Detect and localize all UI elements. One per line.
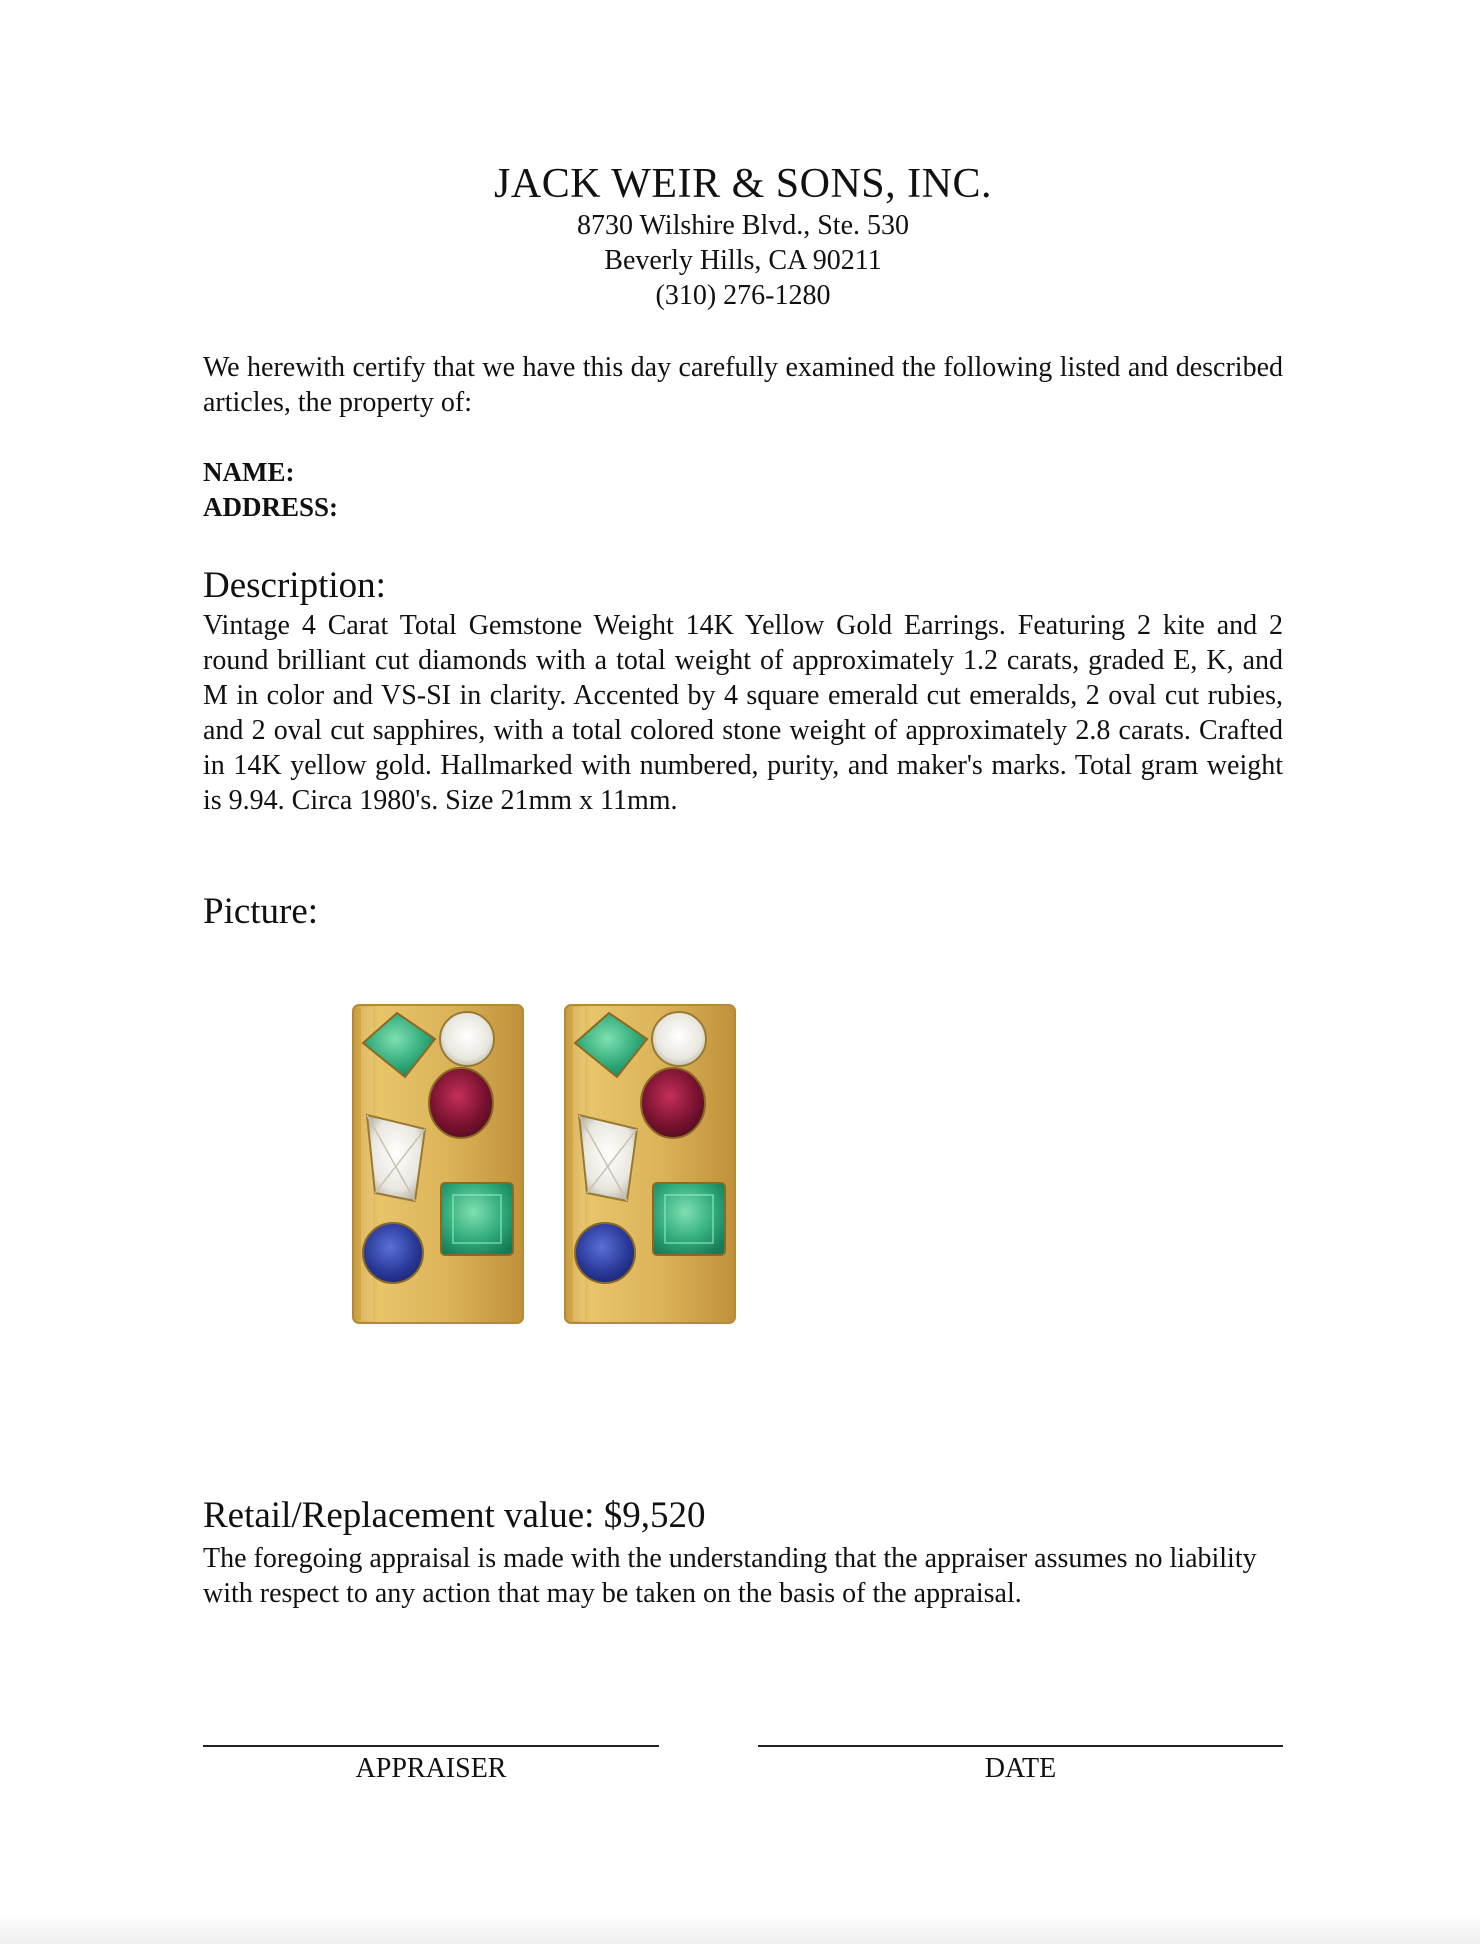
date-label: DATE xyxy=(984,1753,1057,1784)
right-earring xyxy=(565,1005,735,1323)
name-label: NAME: xyxy=(203,457,295,487)
left-earring xyxy=(353,1005,523,1323)
company-phone: (310) 276-1280 xyxy=(655,280,831,311)
appraiser-label: APPRAISER xyxy=(355,1753,507,1784)
date-signature-line xyxy=(758,1745,1283,1747)
appraisal-document xyxy=(203,0,1283,1944)
address-label: ADDRESS: xyxy=(203,492,339,522)
picture-heading: Picture: xyxy=(203,891,319,932)
retail-value-line xyxy=(203,1494,705,1538)
description-heading: Description: xyxy=(203,565,386,606)
company-city: Beverly Hills, CA 90211 xyxy=(604,245,882,276)
company-name: JACK WEIR & SONS, INC. xyxy=(494,161,992,207)
certification-text: We herewith certify that we have this day carefully examined the following listed and described articles, the property of: xyxy=(203,352,1283,418)
earrings-photo xyxy=(343,995,743,1335)
page-bottom-edge xyxy=(0,1914,1480,1944)
retail-value-amount: $9,520 xyxy=(603,1495,706,1536)
letterhead xyxy=(203,160,1283,313)
retail-value-label: Retail/Replacement value: xyxy=(203,1495,595,1536)
appraiser-signature-line xyxy=(203,1745,659,1747)
company-street: 8730 Wilshire Blvd., Ste. 530 xyxy=(576,210,910,241)
disclaimer-text: The foregoing appraisal is made with the understanding that the appraiser assumes no liability with respect to any action that may be taken on the basis of the appraisal. xyxy=(203,1543,1257,1609)
description-text: Vintage 4 Carat Total Gemstone Weight 14K Yellow Gold Earrings. Featuring 2 kite and 2 round brilliant cut diamonds with a total weight of approximately 1.2 carats, graded E, K, and M in color and VS-SI in clarity. Accented by 4 square emerald cut emeralds, 2 oval cut rubies, and 2 oval cut sapphires, with a total colored stone weight of approximately 2.8 carats. Crafted in 14K yellow gold. Hallmarked with numbered, purity, and maker's marks. Total gram weight is 9.94. Circa 1980's. Size 21mm x 11mm. xyxy=(203,610,1283,816)
